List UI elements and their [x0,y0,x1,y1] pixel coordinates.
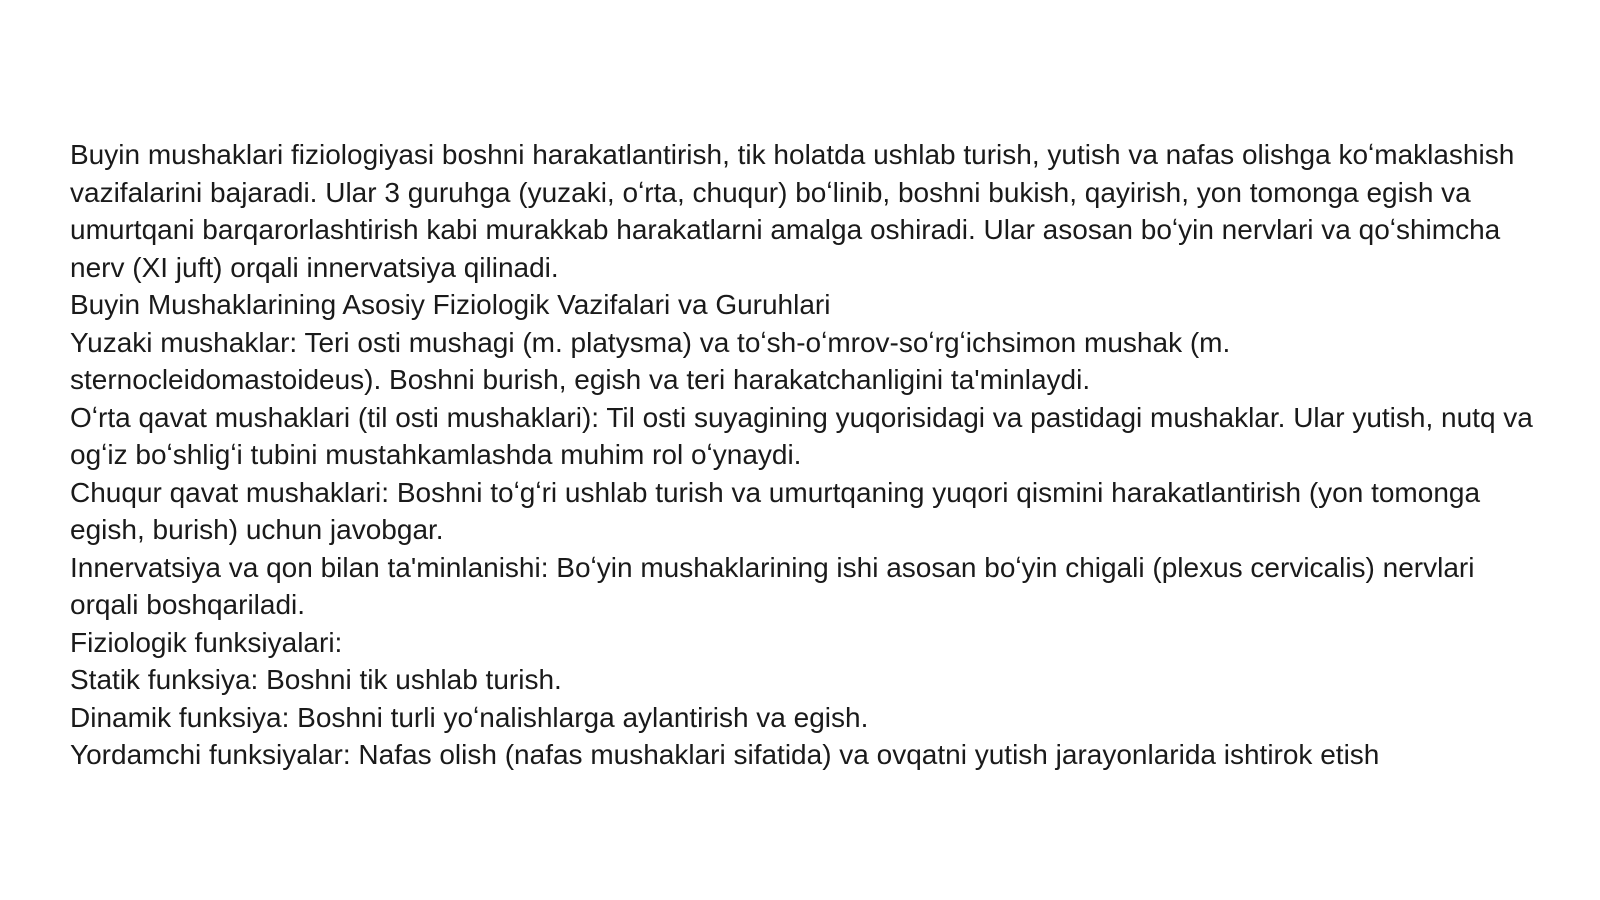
innervation-paragraph: Innervatsiya va qon bilan ta'minlanishi: Boʻyin mushaklarining ishi asosan boʻyin chigali (plexus cervicalis) nervlari orqali boshqariladi. [70,551,1475,620]
auxiliary-function-line: Yordamchi funksiyalar: Nafas olish (nafas mushaklari sifatida) va ovqatni yutish jarayonlarida ishtirok etish [70,739,1380,770]
superficial-muscles-paragraph: Yuzaki mushaklar: Teri osti mushagi (m. platysma) va toʻsh-oʻmrov-soʻrgʻichsimon mushak (m. sternocleidomastoideus). Boshni burish, egish va teri harakatchanligini ta'minlaydi. [70,326,1231,395]
dynamic-function-line: Dinamik funksiya: Boshni turli yoʻnalishlarga aylantirish va egish. [70,701,869,733]
intro-paragraph: Buyin mushaklari fiziologiyasi boshni harakatlantirish, tik holatda ushlab turish, yutish va nafas olishga koʻmaklashish vazifalarini bajaradi. Ular 3 guruhga (yuzaki, oʻrta, chuqur) boʻlinib, boshni bukish, qayirish, yon tomonga egish va umurtqani barqarorlashtirish kabi murakkab harakatlarni amalga oshiradi. Ular asosan boʻyin nervlari va qoʻshimcha nerv (XI juft) orqali innervatsiya qilinadi. [70,139,1515,283]
section-heading: Buyin Mushaklarining Asosiy Fiziologik Vazifalari va Guruhlari [70,289,831,320]
middle-layer-muscles-paragraph: Oʻrta qavat mushaklari (til osti mushaklari): Til osti suyagining yuqorisidagi va pastidagi mushaklar. Ular yutish, nutq va ogʻiz boʻshligʻi tubini mustahkamlashda muhim rol oʻynaydi. [70,401,1533,470]
static-function-line: Statik funksiya: Boshni tik ushlab turish. [70,664,562,695]
document-body [70,136,1540,774]
functions-heading: Fiziologik funksiyalari: [70,626,343,658]
deep-layer-muscles-paragraph: Chuqur qavat mushaklari: Boshni toʻgʻri ushlab turish va umurtqaning yuqori qismini harakatlantirish (yon tomonga egish, burish) uchun javobgar. [70,476,1481,545]
